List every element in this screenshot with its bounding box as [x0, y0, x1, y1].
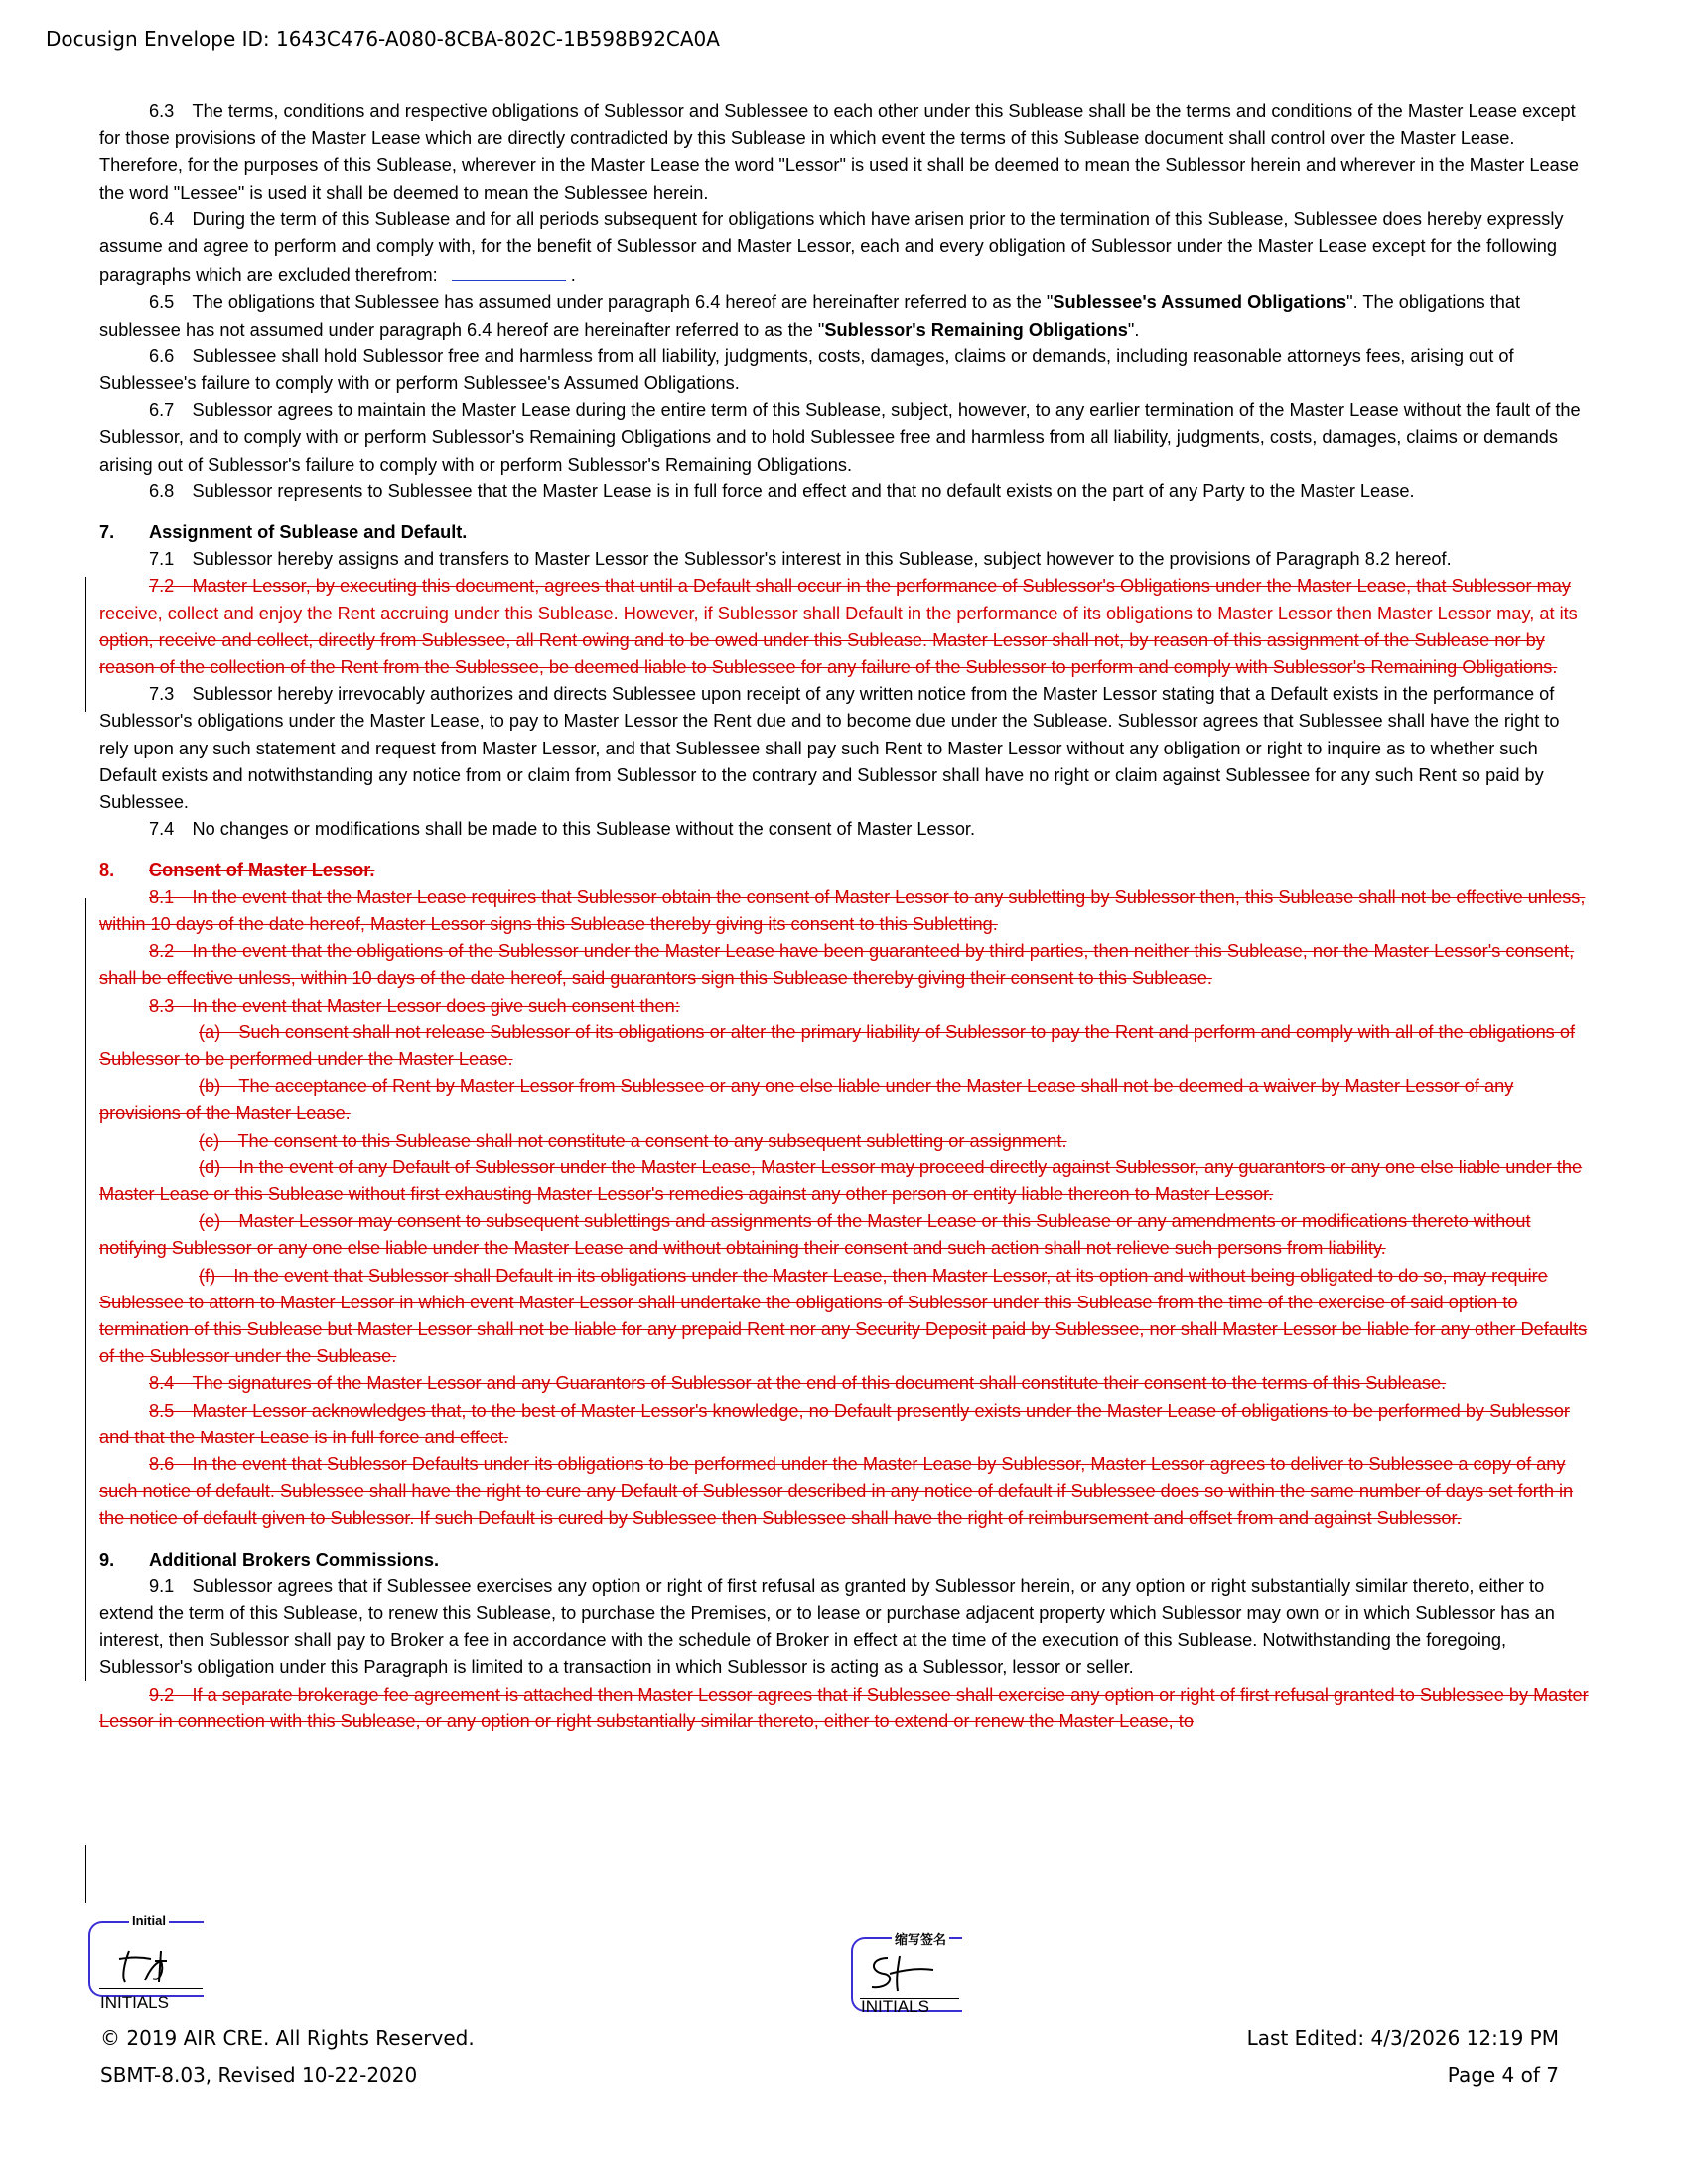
paragraph-8-6-deleted: 8.6 In the event that Sublessor Defaults under its obligations to be performed under the Master Lease by Sublessor, Master Lessor agrees to deliver to Sublessee a copy of any such notice of default. Sublessee shall have the right to cure any Default of Sublessor described in any notice of default if Sublessee does so within the same number of days set forth in the notice of default given to Sublessor. If such Default is cured by Sublessee then Sublessee shall have the right of reimbursement and offset from and against Sublessor.	[99, 1453, 1574, 1529]
paragraph-8-3c-deleted: (c) The consent to this Sublease shall not constitute a consent to any subsequent subletting or assignment.	[199, 1130, 1067, 1151]
revision-bar-9-2	[85, 1845, 86, 1903]
initials-signature-right	[860, 1948, 949, 1997]
revision-bar-8	[85, 898, 86, 1681]
section-9-heading: 9. Additional Brokers Commissions.	[99, 1549, 440, 1570]
paragraph-6-4: 6.4 During the term of this Sublease and for all periods subsequent for obligations which have arisen prior to the termination of this Sublease, Sublessee does hereby expressly assume and agree to perform and comply with, for the benefit of Sublessor and Master Lessor, each and every obligation of Sublessor under the Master Lease except for the following paragraphs which are excluded therefrom: .	[99, 208, 1564, 286]
paragraph-7-3: 7.3 Sublessor hereby irrevocably authorizes and directs Sublessee upon receipt of any written notice from the Master Lessor stating that a Default exists in the performance of Sublessor's obligations under the Master Lease, to pay to Master Lessor the Rent due and to become due under the Sublease. Sublessor agrees that Sublessee shall have the right to rely upon any such statement and request from Master Lessor, and that Sublessee shall pay such Rent to Master Lessor without any obligation or right to inquire as to whether such Default exists and notwithstanding any notice from or claim from Sublessor to the contrary and Sublessor shall have no right or claim against Sublessee for any such Rent so paid by Sublessee.	[99, 684, 1560, 813]
paragraph-8-2-deleted: 8.2 In the event that the obligations of the Sublessor under the Master Lease have been guaranteed by third parties, then neither this Sublease, nor the Master Lessor's consent, shall be effective unless, within 10 days of the date hereof, said guarantors sign this Sublease thereby giving their consent to this Sublease.	[99, 941, 1575, 989]
paragraph-6-8: 6.8 Sublessor represents to Sublessee that the Master Lease is in full force and effect and that no default exists on the part of any Party to the Master Lease.	[149, 480, 1415, 501]
paragraph-8-3f-deleted: (f) In the event that Sublessor shall Default in its obligations under the Master Lease, then Master Lessor, at its option and without being obligated to do so, may require Sublessee to attorn to Master Lessor in which event Master Lessor shall undertake the obligations of Sublessor under this Sublease from the time of the exercise of said option to termination of this Sublease but Master Lessor shall not be liable for any prepaid Rent nor any Security Deposit paid by Sublessee, nor shall Master Lessor be liable for any other Defaults of the Sublessor under the Sublease.	[99, 1265, 1588, 1367]
term-sublessee-assumed-obligations: Sublessee's Assumed Obligations	[1053, 292, 1347, 313]
paragraph-8-1-deleted: 8.1 In the event that the Master Lease requires that Sublessor obtain the consent of Master Lessor to any subletting by Sublessor then, this Sublease shall not be effective unless, within 10 days of the date hereof, Master Lessor signs this Sublease thereby giving its consent to this Subletting.	[99, 887, 1586, 934]
footer-form-id: SBMT-8.03, Revised 10-22-2020	[100, 2063, 418, 2087]
section-7-heading: 7. Assignment of Sublease and Default.	[99, 522, 468, 543]
footer-copyright: © 2019 AIR CRE. All Rights Reserved.	[100, 2026, 475, 2050]
term-sublessor-remaining-obligations: Sublessor's Remaining Obligations	[824, 319, 1128, 340]
initials-label-left: INITIALS	[100, 1993, 169, 2012]
paragraph-8-5-deleted: 8.5 Master Lessor acknowledges that, to the best of Master Lessor's knowledge, no Default presently exists under the Master Lease of obligations to be performed by Sublessor and that the Master Lease is in full force and effect.	[99, 1400, 1570, 1447]
section-8-heading-deleted: 8. Consent of Master Lessor.	[99, 860, 375, 881]
paragraph-8-3b-deleted: (b) The acceptance of Rent by Master Lessor from Sublessee or any one else liable under the Master Lease shall not be deemed a waiver by Master Lessor of any provisions of the Master Lease.	[99, 1076, 1514, 1124]
revision-bar-7-2	[85, 577, 86, 712]
initials-label-right: INITIALS	[861, 1997, 929, 2016]
envelope-id: Docusign Envelope ID: 1643C476-A080-8CBA-802C-1B598B92CA0A	[46, 27, 720, 51]
paragraph-9-1: 9.1 Sublessor agrees that if Sublessee exercises any option or right of first refusal as granted by Sublessor herein, or any option or right substantially similar thereto, either to extend the term of this Sublease, to renew this Sublease, to purchase the Premises, or to lease or purchase adjacent property which Sublessor may own or in which Sublessor has an interest, then Sublessor shall pay to Broker a fee in accordance with the schedule of Broker in effect at the time of the execution of this Sublease. Notwithstanding the foregoing, Sublessor's obligation under this Paragraph is limited to a transaction in which Sublessor is acting as a Sublessor, lessor or seller.	[99, 1575, 1555, 1678]
paragraph-8-3a-deleted: (a) Such consent shall not release Sublessor of its obligations or alter the primary liability of Sublessor to pay the Rent and perform and comply with all of the obligations of Sublessor to be performed under the Master Lease.	[99, 1022, 1575, 1069]
document-body	[99, 98, 1589, 1735]
excluded-paragraphs-field[interactable]	[452, 260, 566, 281]
paragraph-6-6: 6.6 Sublessee shall hold Sublessor free and harmless from all liability, judgments, costs, damages, claims or demands, including reasonable attorneys fees, arising out of Sublessee's failure to comply with or perform Sublessee's Assumed Obligations.	[99, 345, 1514, 394]
paragraph-7-4: 7.4 No changes or modifications shall be made to this Sublease without the consent of Master Lessor.	[149, 819, 976, 840]
paragraph-8-3d-deleted: (d) In the event of any Default of Sublessor under the Master Lease, Master Lessor may proceed directly against Sublessor, any guarantors or any one else liable under the Master Lease or this Sublease without first exhausting Master Lessor's remedies against any other person or entity liable thereon to Master Lessor.	[99, 1157, 1583, 1204]
paragraph-7-2-deleted: 7.2 Master Lessor, by executing this document, agrees that until a Default shall occur in the performance of Sublessor's Obligations under the Master Lease, that Sublessor may receive, collect and enjoy the Rent accruing under this Sublease. However, if Sublessor shall Default in the performance of its obligations to Master Lessor then Master Lessor may, at its option, receive and collect, directly from Sublessee, all Rent owing and to be owed under this Sublease. Master Lessor shall not, by reason of this assignment of the Sublease nor by reason of the collection of the Rent from the Sublessee, be deemed liable to Sublessee for any failure of the Sublessor to perform and comply with Sublessor's Remaining Obligations.	[99, 576, 1578, 678]
initials-signature-left	[111, 1941, 201, 1990]
paragraph-7-1: 7.1 Sublessor hereby assigns and transfers to Master Lessor the Sublessor's interest in this Sublease, subject however to the provisions of Paragraph 8.2 hereof.	[149, 549, 1452, 570]
footer-page-number: Page 4 of 7	[1447, 2063, 1559, 2087]
paragraph-8-3e-deleted: (e) Master Lessor may consent to subsequent sublettings and assignments of the Master Lease or this Sublease or any amendments or modifications thereto without notifying Sublessor or any one else liable under the Master Lease and without obtaining their consent and such action shall not relieve such persons from liability.	[99, 1211, 1531, 1259]
paragraph-8-3-deleted: 8.3 In the event that Master Lessor does give such consent then:	[149, 995, 680, 1016]
initial-stamp-right-label: 缩写签名	[892, 1929, 949, 1948]
paragraph-6-5: 6.5 The obligations that Sublessee has assumed under paragraph 6.4 hereof are hereinafter referred to as the "Sublessee's Assumed Obligations". The obligations that sublessee has not assumed under paragraph 6.4 hereof are hereinafter referred to as the "Sublessor's Remaining Obligations".	[99, 292, 1521, 340]
initial-stamp-left-label: Initial	[129, 1913, 169, 1928]
paragraph-9-2-deleted: 9.2 If a separate brokerage fee agreement is attached then Master Lessor agrees that if Sublessee shall exercise any option or right of first refusal granted to Sublessee by Master Lessor in connection with this Sublease, or any option or right substantially similar thereto, either to extend or renew the Master Lease, to	[99, 1684, 1589, 1731]
paragraph-6-7: 6.7 Sublessor agrees to maintain the Master Lease during the entire term of this Sublease, subject, however, to any earlier termination of the Master Lease without the fault of the Sublessor, and to comply with or perform Sublessor's Remaining Obligations and to hold Sublessee free and harmless from all liability, judgments, costs, damages, claims or demands arising out of Sublessor's failure to comply with or perform Sublessor's Remaining Obligations.	[99, 400, 1581, 475]
initials-line-left	[99, 1988, 203, 1989]
footer-last-edited: Last Edited: 4/3/2026 12:19 PM	[1246, 2026, 1559, 2050]
paragraph-6-3: 6.3 The terms, conditions and respective obligations of Sublessor and Sublessee to each other under this Sublease shall be the terms and conditions of the Master Lease except for those provisions of the Master Lease which are directly contradicted by this Sublease in which event the terms of this Sublease document shall control over the Master Lease. Therefore, for the purposes of this Sublease, wherever in the Master Lease the word "Lessor" is used it shall be deemed to mean the Sublessor herein and wherever in the Master Lease the word "Lessee" is used it shall be deemed to mean the Sublessee herein.	[99, 101, 1579, 203]
paragraph-8-4-deleted: 8.4 The signatures of the Master Lessor and any Guarantors of Sublessor at the end of this document shall constitute their consent to the terms of this Sublease.	[149, 1373, 1447, 1394]
